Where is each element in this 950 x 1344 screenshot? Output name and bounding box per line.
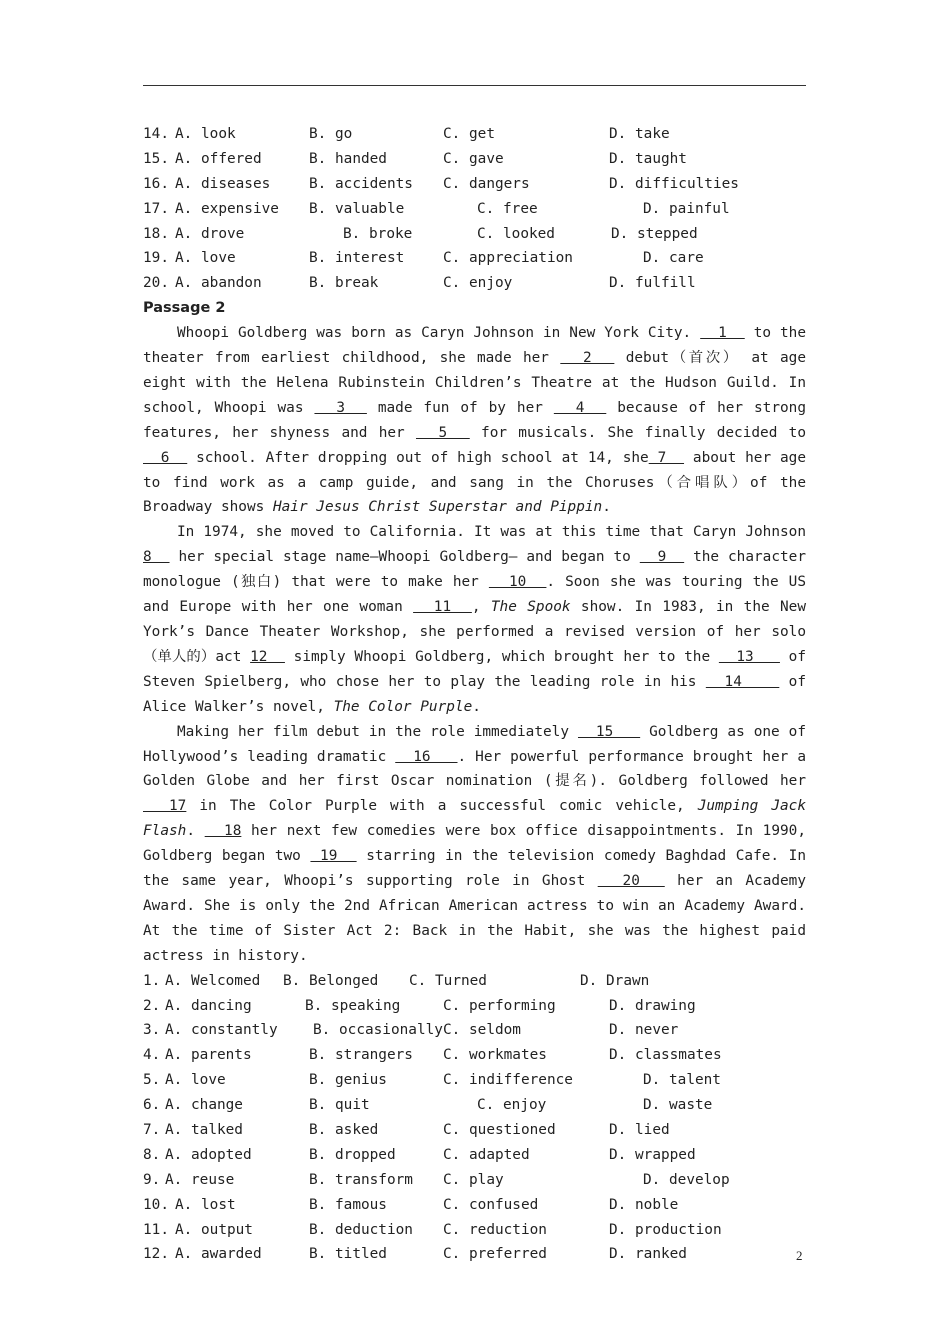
option-row-8: 8. A. adopted B. dropped C. adapted D. wrapped <box>143 1146 696 1163</box>
blank-13: 13 <box>718 648 780 665</box>
paragraph-3: Making her film debut in the role immediately 15 Goldberg as one of Hollywood’s leading dramatic 16 . Her powerful performance brought her a Golden Globe and her first Oscar nomination (提名). Goldberg followed her 17 in The Color Purple with a successful comic vehicle, Jumping Jack Flash. 18 her next few comedies were box office disappointments. In 1990, Goldberg began two 19 starring in the television comedy Baghdad Cafe. In the same year, Whoopi’s supporting role in Ghost 20 her an Academy Award. She is only the 2nd African American actress to win an Academy Award. At the time of Sister Act 2: Back in the Habit, she was the highest paid actress in history. <box>143 723 807 964</box>
blank-1: 1 <box>700 325 745 342</box>
blank-16: 16 <box>395 748 458 765</box>
option-row-16: 16. A. diseases B. accidents C. dangers D. difficulties <box>143 175 739 192</box>
blank-17: 17 <box>143 798 187 815</box>
options-block-top <box>143 122 806 296</box>
option-row-20: 20. A. abandon B. break C. enjoy D. fulfill <box>143 275 696 292</box>
blank-4: 4 <box>553 399 607 416</box>
option-row-6: 6. A. change B. quit C. enjoy D. waste <box>143 1097 713 1114</box>
option-row-19: 19. A. love B. interest C. appreciation D. care <box>143 250 704 267</box>
option-row-5: 5. A. love B. genius C. indifference D. talent <box>143 1072 721 1089</box>
blank-5: 5 <box>415 424 470 441</box>
option-row-17: 17. A. expensive B. valuable C. free D. painful <box>143 200 730 217</box>
blank-14: 14 <box>705 673 780 690</box>
blank-18: 18 <box>204 823 242 840</box>
option-row-10: 10. A. lost B. famous C. confused D. noble <box>143 1196 679 1213</box>
page-number: 2 <box>796 1248 803 1263</box>
header-rule <box>143 85 806 86</box>
blank-15: 15 <box>577 723 641 740</box>
paragraph-1: Whoopi Goldberg was born as Caryn Johnson in New York City. 1 to the theater from earliest childhood, she made her 2 debut（首次） at age eight with the Helena Rubinstein Children’s Theatre at the Hudson Guild. In school, Whoopi was 3 made fun of by her 4 because of her strong features, her shyness and her 5 for musicals. She finally decided to 6 school. After dropping out of high school at 14, she 7 about her age to find work as a camp guide, and sang in the Choruses（合唱队）of the Broadway shows Hair Jesus Christ Superstar and Pippin. <box>143 325 807 516</box>
blank-11: 11 <box>413 599 472 616</box>
blank-20: 20 <box>597 873 665 890</box>
option-row-18: 18. A. drove B. broke C. looked D. stepped <box>143 225 698 242</box>
blank-9: 9 <box>639 549 685 566</box>
option-row-11: 11. A. output B. deduction C. reduction D. production <box>143 1221 722 1238</box>
option-row-7: 7. A. talked B. asked C. questioned D. lied <box>143 1122 670 1139</box>
document-body <box>143 122 806 1267</box>
option-row-14: 14. A. look B. go C. get D. take <box>143 126 670 142</box>
passage-title: Passage 2 <box>143 300 226 317</box>
option-row-15: 15. A. offered B. handed C. gave D. taught <box>143 150 687 167</box>
blank-12: 12 <box>250 648 285 665</box>
options-block-bottom <box>143 969 806 1268</box>
option-row-12: 12. A. awarded B. titled C. preferred D. ranked <box>143 1246 687 1263</box>
blank-2: 2 <box>560 350 615 367</box>
blank-8: 8 <box>143 549 170 566</box>
paragraph-2: In 1974, she moved to California. It was at this time that Caryn Johnson 8 her special stage name—Whoopi Goldberg— and began to 9 the character monologue (独白) that were to make her 10 . Soon she was touring the US and Europe with her one woman 11 , The Spook show. In 1983, in the New York’s Dance Theater Workshop, she performed a revised version of her solo（单人的）act 12 simply Whoopi Goldberg, which brought her to the 13 of Steven Spielberg, who chose her to play the leading role in his 14 of Alice Walker’s novel, The Color Purple. <box>143 524 807 715</box>
option-row-9: 9. A. reuse B. transform C. play D. develop <box>143 1171 730 1188</box>
blank-10: 10 <box>488 574 547 591</box>
option-row-3: 3. A. constantly B. occasionally C. seldom D. never <box>143 1022 679 1039</box>
blank-3: 3 <box>314 399 367 416</box>
option-row-4: 4. A. parents B. strangers C. workmates D. classmates <box>143 1047 722 1064</box>
option-row-2: 2. A. dancing B. speaking C. performing D. drawing <box>143 997 696 1014</box>
option-row-1: 1. A. Welcomed B. Belonged C. Turned D. Drawn <box>143 972 650 989</box>
blank-19: 19 <box>310 848 357 865</box>
blank-6: 6 <box>143 449 188 466</box>
blank-7: 7 <box>648 449 685 466</box>
